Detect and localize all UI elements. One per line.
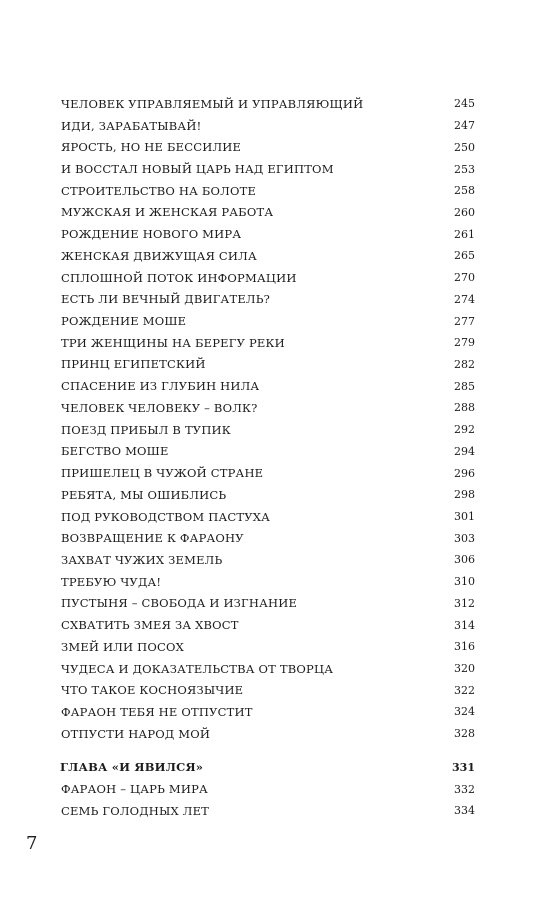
toc-entry-title: ПОЕЗД ПРИБЫЛ В ТУПИК	[61, 422, 231, 437]
toc-entry-page: 310	[454, 575, 475, 589]
toc-entry-page: 328	[454, 727, 475, 741]
toc-entry	[61, 527, 475, 549]
toc-entry-page: 292	[454, 423, 475, 437]
toc-entry-page: 334	[454, 804, 475, 818]
toc-entry-title: ЧТО ТАКОЕ КОСНОЯЗЫЧИЕ	[61, 683, 244, 698]
toc-entry	[61, 484, 475, 506]
toc-entry-title: ИДИ, ЗАРАБАТЫВАЙ!	[61, 118, 202, 133]
toc-entry-page: 298	[454, 488, 475, 502]
toc-entry	[61, 778, 475, 800]
toc-entry-page: 247	[454, 119, 475, 133]
toc-entry-title: РОЖДЕНИЕ МОШЕ	[61, 314, 187, 329]
toc-entry-title: ЖЕНСКАЯ ДВИЖУЩАЯ СИЛА	[61, 248, 257, 263]
toc-entry-page: 261	[454, 227, 475, 241]
toc-entry-page: 285	[454, 379, 475, 393]
toc-entry-page: 322	[454, 683, 475, 697]
toc-entry	[61, 701, 475, 723]
toc-entry-title: ГЛАВА «И ЯВИЛСЯ»	[60, 760, 204, 775]
toc-entry-title: И ВОССТАЛ НОВЫЙ ЦАРЬ НАД ЕГИПТОМ	[61, 162, 334, 177]
toc-entry-page: 296	[454, 466, 475, 480]
toc-entry-page: 332	[454, 782, 475, 796]
toc-entry	[61, 245, 475, 267]
toc-entry-title: ПОД РУКОВОДСТВОМ ПАСТУХА	[61, 509, 271, 524]
toc-entry-title: ЧУДЕСА И ДОКАЗАТЕЛЬСТВА ОТ ТВОРЦА	[61, 661, 334, 676]
toc-entry-title: ЧЕЛОВЕК ЧЕЛОВЕКУ – ВОЛК?	[61, 400, 258, 415]
toc-entry	[61, 93, 475, 115]
toc-entry-page: 250	[454, 140, 475, 154]
toc-entry-title: ПУСТЫНЯ – СВОБОДА И ИЗГНАНИЕ	[61, 596, 298, 611]
toc-chapter-heading	[60, 757, 475, 779]
toc-entry-title: ТРИ ЖЕНЩИНЫ НА БЕРЕГУ РЕКИ	[61, 335, 285, 350]
toc-entry	[61, 397, 475, 419]
toc-entry-page: 316	[454, 640, 475, 654]
toc-entry	[61, 288, 475, 310]
toc-entry	[61, 202, 475, 224]
toc-entry-title: РЕБЯТА, МЫ ОШИБЛИСЬ	[61, 487, 227, 502]
toc-entry-page: 314	[454, 618, 475, 632]
toc-entry	[61, 441, 475, 463]
toc-entry	[61, 658, 475, 680]
toc-entry-page: 279	[454, 336, 475, 350]
toc-entry-title: МУЖСКАЯ И ЖЕНСКАЯ РАБОТА	[61, 205, 274, 220]
toc-entry-title: СХВАТИТЬ ЗМЕЯ ЗА ХВОСТ	[61, 618, 239, 633]
toc-entry	[61, 723, 475, 745]
toc-entry-title: ПРИНЦ ЕГИПЕТСКИЙ	[61, 357, 206, 372]
toc-entry	[61, 223, 475, 245]
toc-entry-page: 331	[452, 760, 475, 774]
toc-entry-page: 277	[454, 314, 475, 328]
toc-entry	[61, 800, 475, 822]
toc-entry-title: ЗАХВАТ ЧУЖИХ ЗЕМЕЛЬ	[61, 552, 223, 567]
toc-entry	[61, 614, 475, 636]
toc-entry-page: 265	[454, 249, 475, 263]
toc-entry	[61, 462, 475, 484]
toc-entry-page: 288	[454, 401, 475, 415]
toc-entry-page: 260	[454, 205, 475, 219]
toc-entry-title: СТРОИТЕЛЬСТВО НА БОЛОТЕ	[61, 183, 257, 198]
toc-entry	[61, 115, 475, 137]
toc-entry-title: ЯРОСТЬ, НО НЕ БЕССИЛИЕ	[61, 140, 242, 155]
toc-entry-page: 253	[454, 162, 475, 176]
toc-entry-title: СПАСЕНИЕ ИЗ ГЛУБИН НИЛА	[61, 379, 260, 394]
toc-entry	[61, 180, 475, 202]
toc-entry	[61, 136, 475, 158]
toc-entry-page: 294	[454, 444, 475, 458]
toc-entry	[61, 158, 475, 180]
toc-entry-title: ФАРАОН ТЕБЯ НЕ ОТПУСТИТ	[61, 704, 253, 719]
toc-entry	[61, 593, 475, 615]
toc-entry-title: ВОЗВРАЩЕНИЕ К ФАРАОНУ	[61, 531, 244, 546]
toc-entry-page: 312	[454, 596, 475, 610]
toc-entry	[61, 310, 475, 332]
toc-entry	[61, 267, 475, 289]
toc-entry	[61, 419, 475, 441]
toc-entry-title: ЗМЕЙ ИЛИ ПОСОХ	[61, 639, 184, 654]
toc-entry-page: 301	[454, 510, 475, 524]
toc-entry	[61, 549, 475, 571]
toc-entry-title: РОЖДЕНИЕ НОВОГО МИРА	[61, 227, 242, 242]
toc-entry-title: ЧЕЛОВЕК УПРАВЛЯЕМЫЙ И УПРАВЛЯЮЩИЙ	[61, 96, 364, 111]
toc-entry-page: 245	[454, 97, 475, 111]
toc-entry-title: СЕМЬ ГОЛОДНЫХ ЛЕТ	[61, 803, 210, 818]
toc-entry-page: 282	[454, 357, 475, 371]
toc-entry	[61, 679, 475, 701]
toc-entry	[61, 375, 475, 397]
toc-entry	[61, 332, 475, 354]
toc-entry-title: СПЛОШНОЙ ПОТОК ИНФОРМАЦИИ	[61, 270, 297, 285]
toc-entry-page: 306	[454, 553, 475, 567]
toc-entry-title: ФАРАОН – ЦАРЬ МИРА	[61, 782, 208, 797]
table-of-contents	[61, 93, 475, 822]
toc-entry-page: 274	[454, 292, 475, 306]
toc-entry	[61, 571, 475, 593]
toc-entry-title: ОТПУСТИ НАРОД МОЙ	[61, 726, 211, 741]
toc-entry	[61, 636, 475, 658]
toc-entry-page: 303	[454, 531, 475, 545]
toc-entry-title: ПРИШЕЛЕЦ В ЧУЖОЙ СТРАНЕ	[61, 466, 264, 481]
toc-entry	[61, 354, 475, 376]
toc-entry-page: 320	[454, 662, 475, 676]
toc-entry-title: ЕСТЬ ЛИ ВЕЧНЫЙ ДВИГАТЕЛЬ?	[61, 292, 271, 307]
toc-entry-title: ТРЕБУЮ ЧУДА!	[61, 574, 162, 589]
toc-entry-page: 270	[454, 271, 475, 285]
page-number: 7	[26, 833, 38, 854]
toc-entry-page: 258	[454, 184, 475, 198]
toc-entry-title: БЕГСТВО МОШЕ	[61, 444, 169, 459]
toc-entry	[61, 506, 475, 528]
toc-entry-page: 324	[454, 705, 475, 719]
